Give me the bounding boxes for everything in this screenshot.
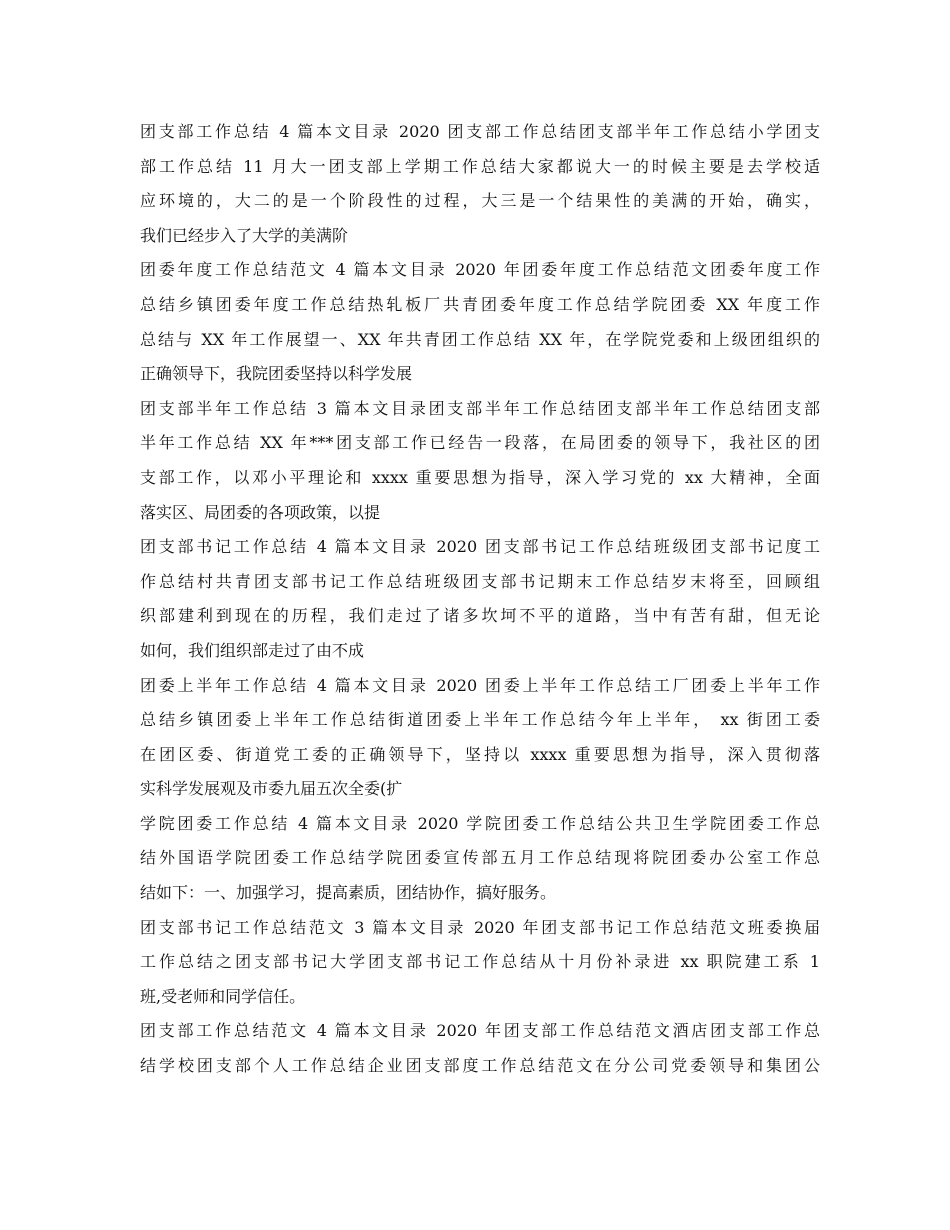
text-line: 班,受老师和同学信任。 [140, 986, 306, 1006]
text-line: 结如下：一、加强学习，提高素质，团结协作，搞好服务。 [140, 883, 557, 903]
text-line: 团支部半年工作总结 3 篇本文目录团支部半年工作总结团支部半年工作总结团支部 [140, 398, 820, 418]
summary-entry-2 [140, 253, 820, 391]
text-line: 总结乡镇团委上半年工作总结街道团委上半年工作总结今年上半年， xx 街团工委 [140, 710, 820, 730]
summary-entry-3 [140, 392, 820, 530]
text-line: 应环境的，大二的是一个阶段性的过程，大三是一个结果性的美满的开始，确实， [140, 191, 820, 211]
summary-entry-5 [140, 669, 820, 807]
text-line: 学院团委工作总结 4 篇本文目录 2020 学院团委工作总结公共卫生学院团委工作总 [140, 813, 820, 833]
text-line: 作总结村共青团支部书记工作总结班级团支部书记期末工作总结岁末将至，回顾组 [140, 571, 820, 591]
text-line: 落实区、局团委的各项政策，以提 [140, 502, 381, 522]
summary-entry-4 [140, 530, 820, 668]
text-line: 部工作总结 11 月大一团支部上学期工作总结大家都说大一的时候主要是去学校适 [140, 156, 820, 176]
text-line: 团委上半年工作总结 4 篇本文目录 2020 团委上半年工作总结工厂团委上半年工作 [140, 675, 820, 695]
document-body [140, 115, 820, 1084]
text-line: 在团区委、街道党工委的正确领导下，坚持以 xxxx 重要思想为指导，深入贯彻落 [140, 744, 820, 764]
text-line: 工作总结之团支部书记大学团支部书记工作总结从十月份补录进 xx 职院建工系 1 [140, 952, 820, 972]
text-line: 正确领导下，我院团委坚持以科学发展 [140, 364, 413, 384]
summary-entry-6 [140, 807, 820, 911]
text-line: 如何，我们组织部走过了由不成 [140, 640, 365, 660]
text-line: 结外国语学院团委工作总结学院团委宣传部五月工作总结现将院团委办公室工作总 [140, 848, 820, 868]
text-line: 团支部工作总结范文 4 篇本文目录 2020 年团支部工作总结范文酒店团支部工作总 [140, 1021, 820, 1041]
text-line: 我们已经步入了大学的美满阶 [140, 225, 349, 245]
summary-entry-8 [140, 1014, 820, 1083]
text-line: 团支部工作总结 4 篇本文目录 2020 团支部工作总结团支部半年工作总结小学团支 [140, 122, 820, 141]
text-line: 团支部书记工作总结范文 3 篇本文目录 2020 年团支部书记工作总结范文班委换届 [140, 917, 820, 937]
text-line: 团委年度工作总结范文 4 篇本文目录 2020 年团委年度工作总结范文团委年度工作 [140, 260, 820, 280]
text-line: 总结乡镇团委年度工作总结热轧板厂共青团委年度工作总结学院团委 XX 年度工作 [140, 294, 820, 314]
text-line: 支部工作，以邓小平理论和 xxxx 重要思想为指导，深入学习党的 xx 大精神，全面 [140, 467, 820, 487]
text-line: 织部建利到现在的历程，我们走过了诸多坎坷不平的道路，当中有苦有甜，但无论 [140, 606, 820, 626]
summary-entry-7 [140, 911, 820, 1015]
text-line: 总结与 XX 年工作展望一、XX 年共青团工作总结 XX 年，在学院党委和上级团组织的 [140, 329, 820, 349]
text-line: 半年工作总结 XX 年***团支部工作已经告一段落，在局团委的领导下，我社区的团 [140, 433, 820, 453]
summary-entry-1 [140, 115, 820, 253]
text-line: 实科学发展观及市委九届五次全委(扩 [140, 779, 403, 799]
text-line: 结学校团支部个人工作总结企业团支部度工作总结范文在分公司党委领导和集团公 [140, 1056, 820, 1076]
text-line: 团支部书记工作总结 4 篇本文目录 2020 团支部书记工作总结班级团支部书记度工 [140, 537, 820, 557]
